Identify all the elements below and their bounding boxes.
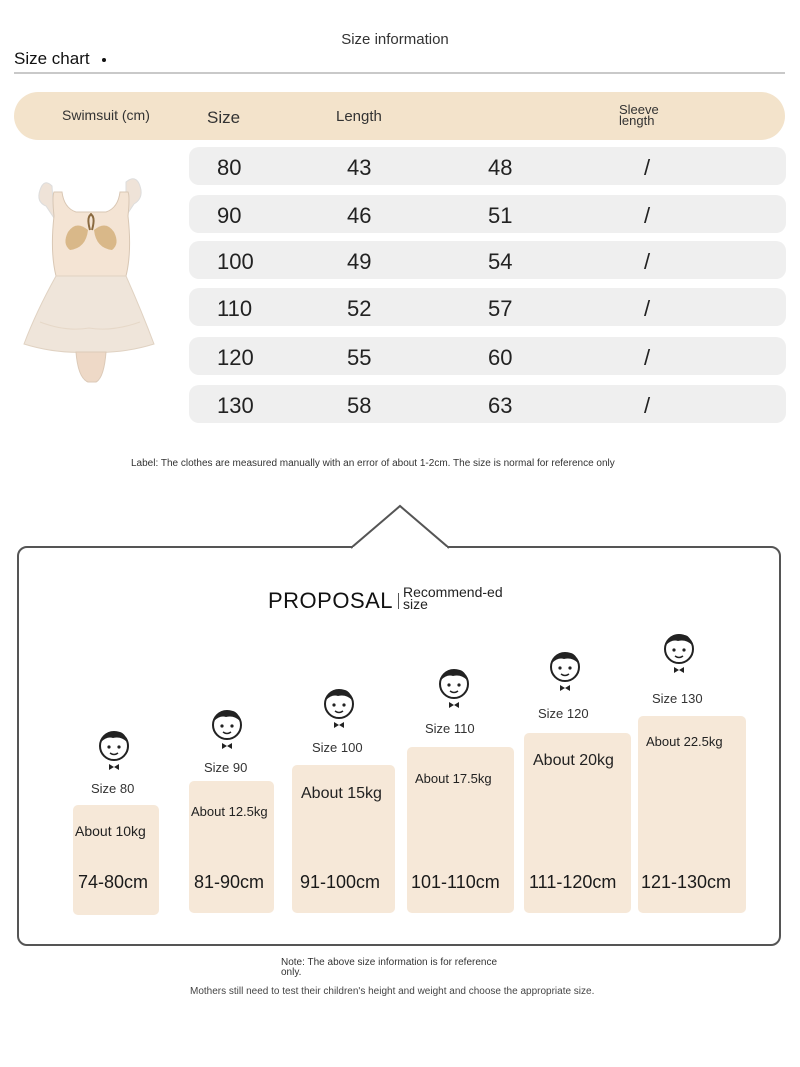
cell-bust: 51: [488, 203, 513, 228]
header-swimsuit: Swimsuit (cm): [62, 107, 150, 123]
table-row: [189, 241, 786, 279]
proposal-title: PROPOSAL: [268, 588, 394, 613]
size-card: [73, 805, 159, 915]
cell-bust: 57: [488, 296, 513, 321]
card-height: 101-110cm: [411, 872, 500, 892]
cell-length: 46: [347, 203, 372, 228]
cell-length: 49: [347, 249, 372, 274]
card-height: 74-80cm: [78, 872, 149, 892]
child-face-icon: [544, 647, 586, 693]
header-sleeve: Sleeve length: [619, 102, 659, 128]
size-card: [189, 781, 274, 913]
bullet-dot: [102, 58, 106, 62]
cell-bust: 63: [488, 393, 513, 418]
table-row: [189, 147, 786, 185]
cell-length: 58: [347, 393, 372, 418]
cell-bust: 54: [488, 249, 513, 274]
cell-size: 130: [217, 393, 254, 418]
table-row: [189, 385, 786, 423]
cell-sleeve: /: [644, 249, 651, 274]
cell-sleeve: /: [644, 296, 651, 321]
cell-sleeve: /: [644, 345, 651, 370]
pointer-notch: [351, 504, 449, 550]
card-height: 91-100cm: [300, 872, 381, 892]
cell-sleeve: /: [644, 393, 651, 418]
cell-size: 110: [217, 296, 253, 321]
child-face-icon: [206, 705, 248, 751]
table-row: [189, 337, 786, 375]
mothers-note: Mothers still need to test their children's height and weight and choose the appropriate size.: [190, 986, 595, 997]
card-height: 81-90cm: [194, 872, 265, 892]
chart-title-text: Size chart: [14, 49, 90, 68]
card-size-label: Size 90: [204, 760, 248, 775]
child-face-icon: [658, 629, 700, 675]
card-weight: About 17.5kg: [415, 771, 492, 786]
proposal-subtitle: Recommend-ed size: [403, 584, 503, 612]
header-size: Size: [207, 108, 241, 127]
cell-length: 52: [347, 296, 372, 321]
table-row: [189, 288, 786, 326]
card-size-label: Size 130: [652, 691, 703, 706]
swan-swimsuit-image: [16, 172, 162, 390]
card-size-label: Size 100: [312, 740, 363, 755]
table-row: [189, 195, 786, 233]
card-size-label: Size 120: [538, 706, 589, 721]
card-height: 111-120cm: [529, 872, 617, 892]
card-weight: About 12.5kg: [191, 804, 268, 819]
cell-length: 55: [347, 345, 372, 370]
cell-size: 80: [217, 155, 242, 180]
child-face-icon: [433, 664, 475, 710]
top-label: Size information: [341, 31, 449, 48]
cell-length: 43: [347, 155, 372, 180]
cell-bust: 60: [488, 345, 513, 370]
card-weight: About 22.5kg: [646, 734, 723, 749]
child-face-icon: [318, 684, 360, 730]
measurement-note: Label: The clothes are measured manually with an error of about 1-2cm. The size is normal for reference only: [131, 458, 615, 469]
cell-sleeve: /: [644, 203, 651, 228]
child-face-icon: [93, 726, 135, 772]
reference-note: Note: The above size information is for reference only.: [281, 957, 498, 978]
cell-size: 120: [217, 345, 254, 370]
chart-title: [14, 49, 106, 69]
title-divider: [398, 593, 399, 609]
top-divider: [14, 72, 785, 74]
card-weight: About 20kg: [533, 752, 614, 769]
card-weight: About 10kg: [75, 823, 146, 839]
cell-size: 90: [217, 203, 242, 228]
card-size-label: Size 80: [91, 781, 135, 796]
cell-bust: 48: [488, 155, 513, 180]
cell-size: 100: [217, 249, 254, 274]
header-length: Length: [336, 108, 382, 125]
card-size-label: Size 110: [425, 721, 475, 736]
card-weight: About 15kg: [301, 785, 382, 802]
card-height: 121-130cm: [641, 872, 732, 892]
table-header: [14, 92, 785, 140]
cell-sleeve: /: [644, 155, 651, 180]
